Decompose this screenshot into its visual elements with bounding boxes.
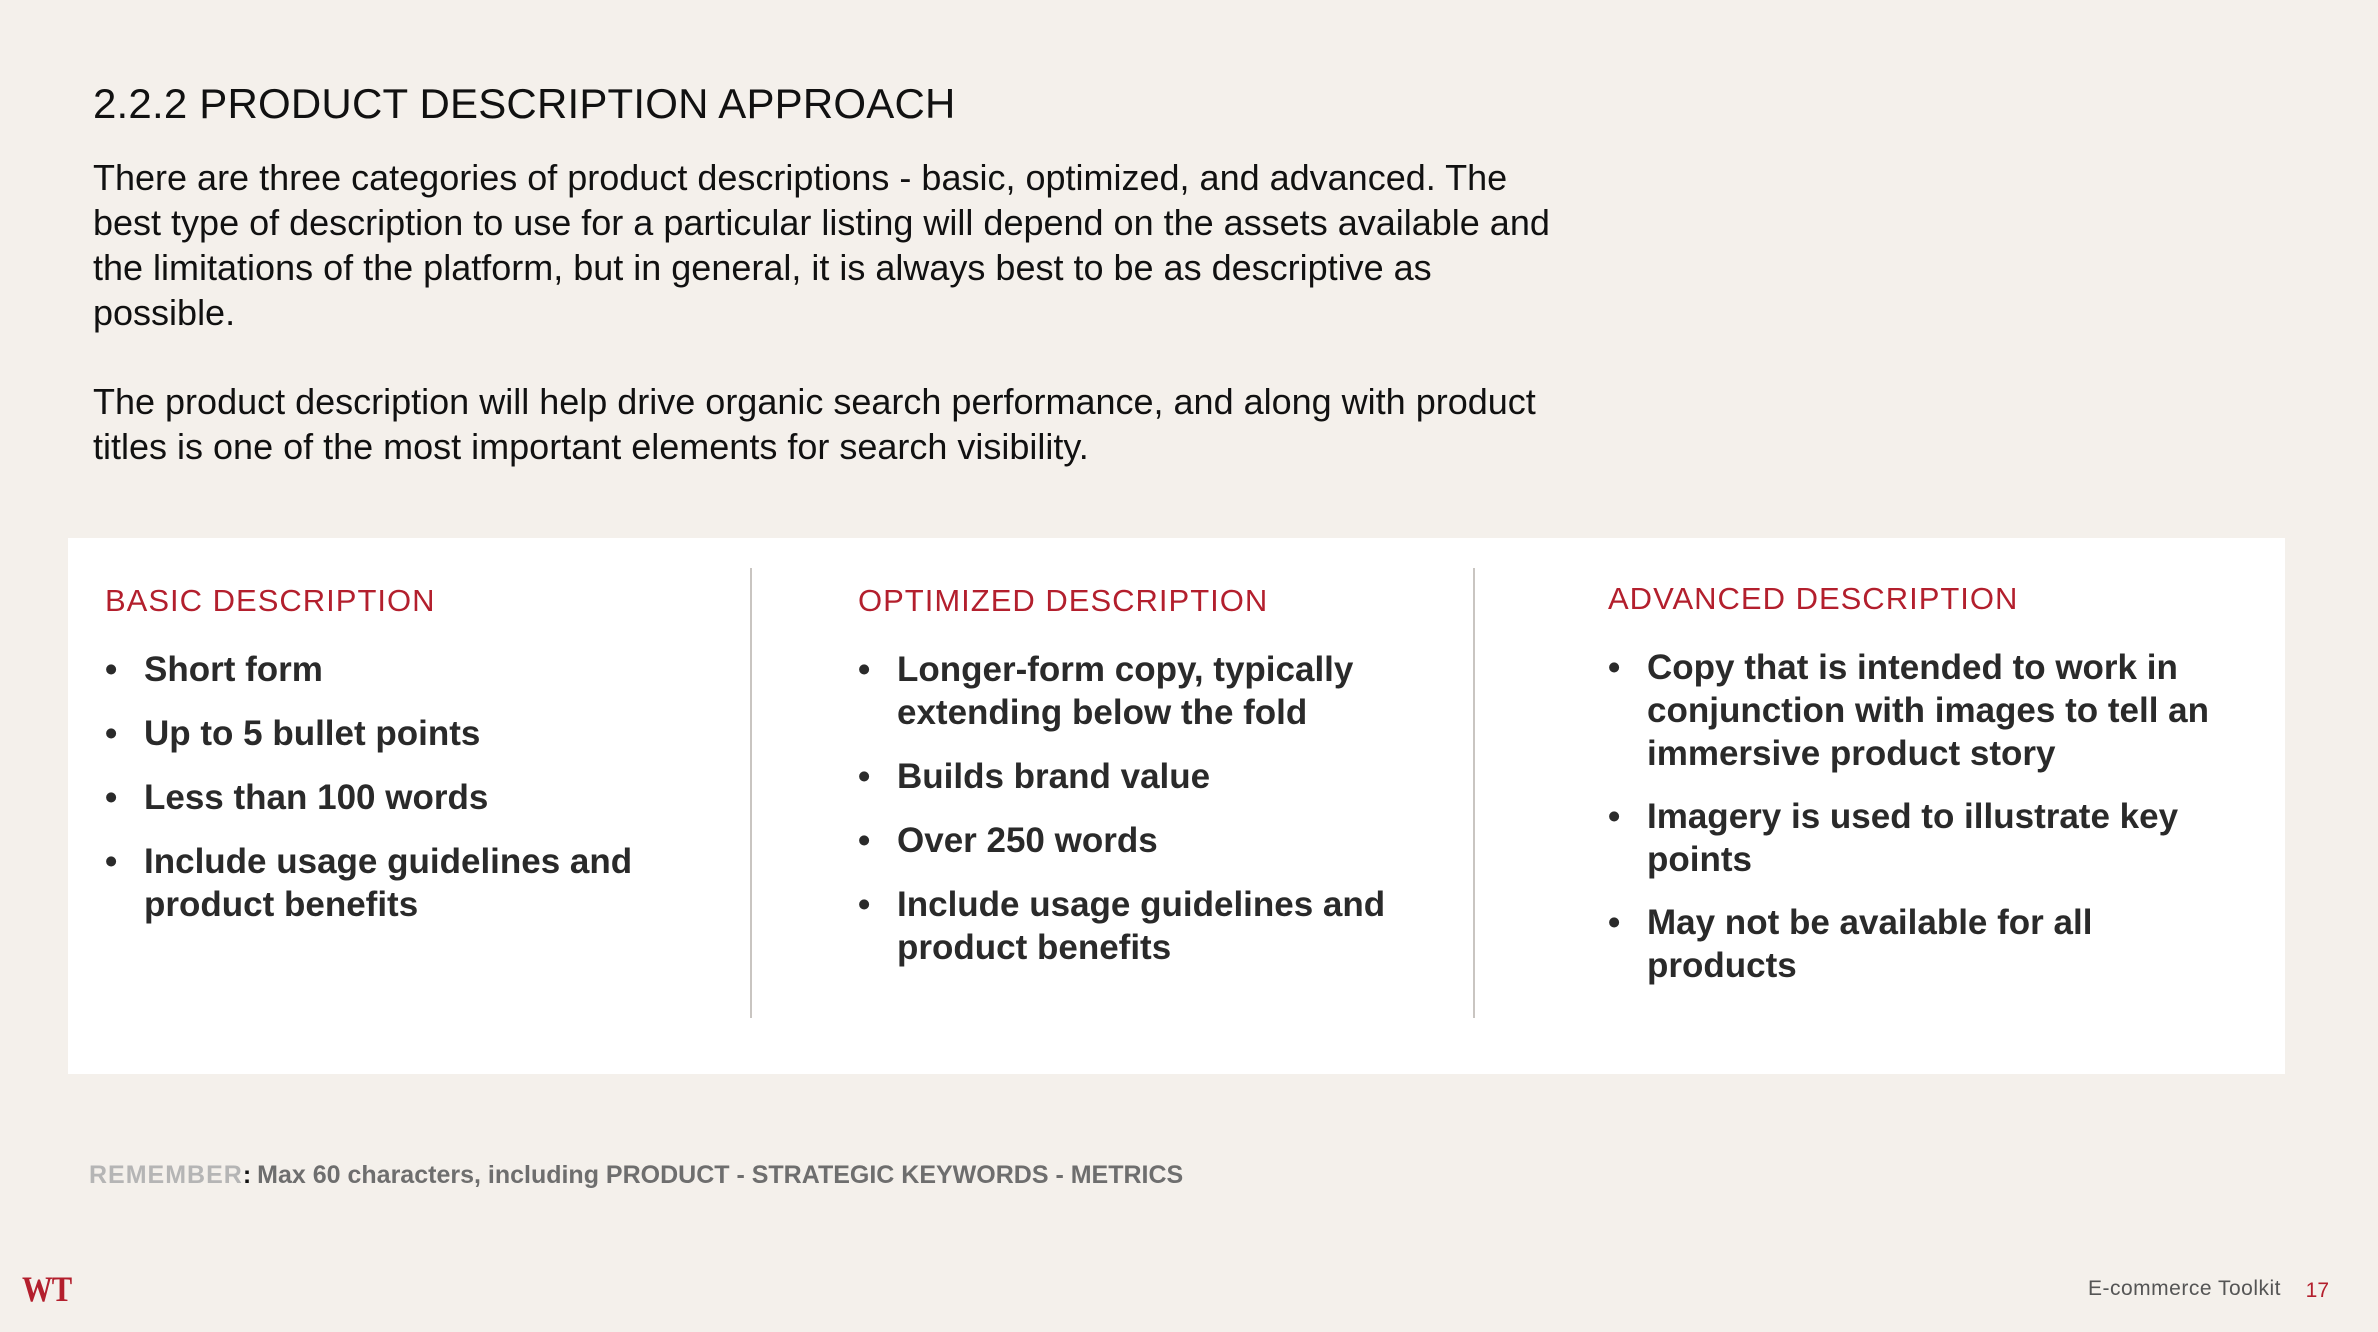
bullet-icon: • — [1608, 797, 1621, 836]
bullet-item — [858, 755, 1498, 798]
intro-paragraph: The product description will help drive organic search performance, and along with product titles is one of the most important elements for search visibility. — [93, 381, 1536, 467]
intro-text — [93, 155, 1563, 513]
bullet-list — [858, 648, 1498, 969]
remember-text: Max 60 characters, including PRODUCT - STRATEGIC KEYWORDS - METRICS — [257, 1161, 1184, 1189]
bullet-item — [105, 648, 745, 691]
bullet-list — [105, 648, 745, 926]
intro-paragraph: There are three categories of product descriptions - basic, optimized, and advanced. The best type of description to use for a particular listing will depend on the assets available and the limitations of the platform, but in general, it is always best to be as descriptive as possible. — [93, 157, 1550, 333]
page-number: 17 — [2305, 1279, 2329, 1302]
description-types-panel — [68, 538, 2285, 1074]
bullet-item — [858, 819, 1498, 862]
bullet-text: Copy that is intended to work in conjunction with images to tell an immersive product story — [1647, 648, 2209, 773]
bullet-item — [105, 712, 745, 755]
bullet-icon: • — [105, 650, 118, 689]
column-heading: ADVANCED DESCRIPTION — [1608, 581, 2019, 616]
bullet-item — [858, 883, 1498, 969]
bullet-text: Over 250 words — [897, 821, 1158, 860]
bullet-item — [1608, 646, 2248, 775]
bullet-text: Include usage guidelines and product benefits — [144, 842, 633, 924]
bullet-list — [1608, 646, 2248, 987]
bullet-icon: • — [105, 778, 118, 817]
bullet-text: Up to 5 bullet points — [144, 714, 481, 753]
column-divider — [750, 568, 752, 1018]
bullet-item — [105, 776, 745, 819]
bullet-item — [1608, 795, 2248, 881]
bullet-item — [858, 648, 1498, 734]
remember-colon: : — [242, 1161, 252, 1189]
bullet-text: Short form — [144, 650, 323, 689]
advanced-description-column — [1608, 538, 2248, 1074]
bullet-icon: • — [858, 885, 871, 924]
basic-description-column — [105, 538, 745, 1074]
remember-label: REMEMBER — [89, 1161, 243, 1189]
bullet-text: Longer-form copy, typically extending below the fold — [897, 650, 1354, 732]
bullet-icon: • — [858, 757, 871, 796]
bullet-text: Imagery is used to illustrate key points — [1647, 797, 2179, 879]
bullet-icon: • — [858, 821, 871, 860]
bullet-icon: • — [1608, 903, 1621, 942]
bullet-text: May not be available for all products — [1647, 903, 2093, 985]
bullet-icon: • — [858, 650, 871, 689]
bullet-icon: • — [105, 842, 118, 881]
bullet-text: Less than 100 words — [144, 778, 489, 817]
brand-logo: WT — [22, 1269, 72, 1309]
remember-note — [89, 1161, 1183, 1190]
bullet-text: Builds brand value — [897, 757, 1211, 796]
column-heading: BASIC DESCRIPTION — [105, 583, 436, 618]
bullet-icon: • — [105, 714, 118, 753]
bullet-item — [105, 840, 745, 926]
page-title: 2.2.2 PRODUCT DESCRIPTION APPROACH — [93, 80, 956, 127]
optimized-description-column — [858, 538, 1498, 1074]
column-heading: OPTIMIZED DESCRIPTION — [858, 583, 1269, 618]
bullet-item — [1608, 901, 2248, 987]
bullet-text: Include usage guidelines and product benefits — [897, 885, 1386, 967]
bullet-icon: • — [1608, 648, 1621, 687]
footer-document-title: E-commerce Toolkit — [2088, 1277, 2281, 1300]
